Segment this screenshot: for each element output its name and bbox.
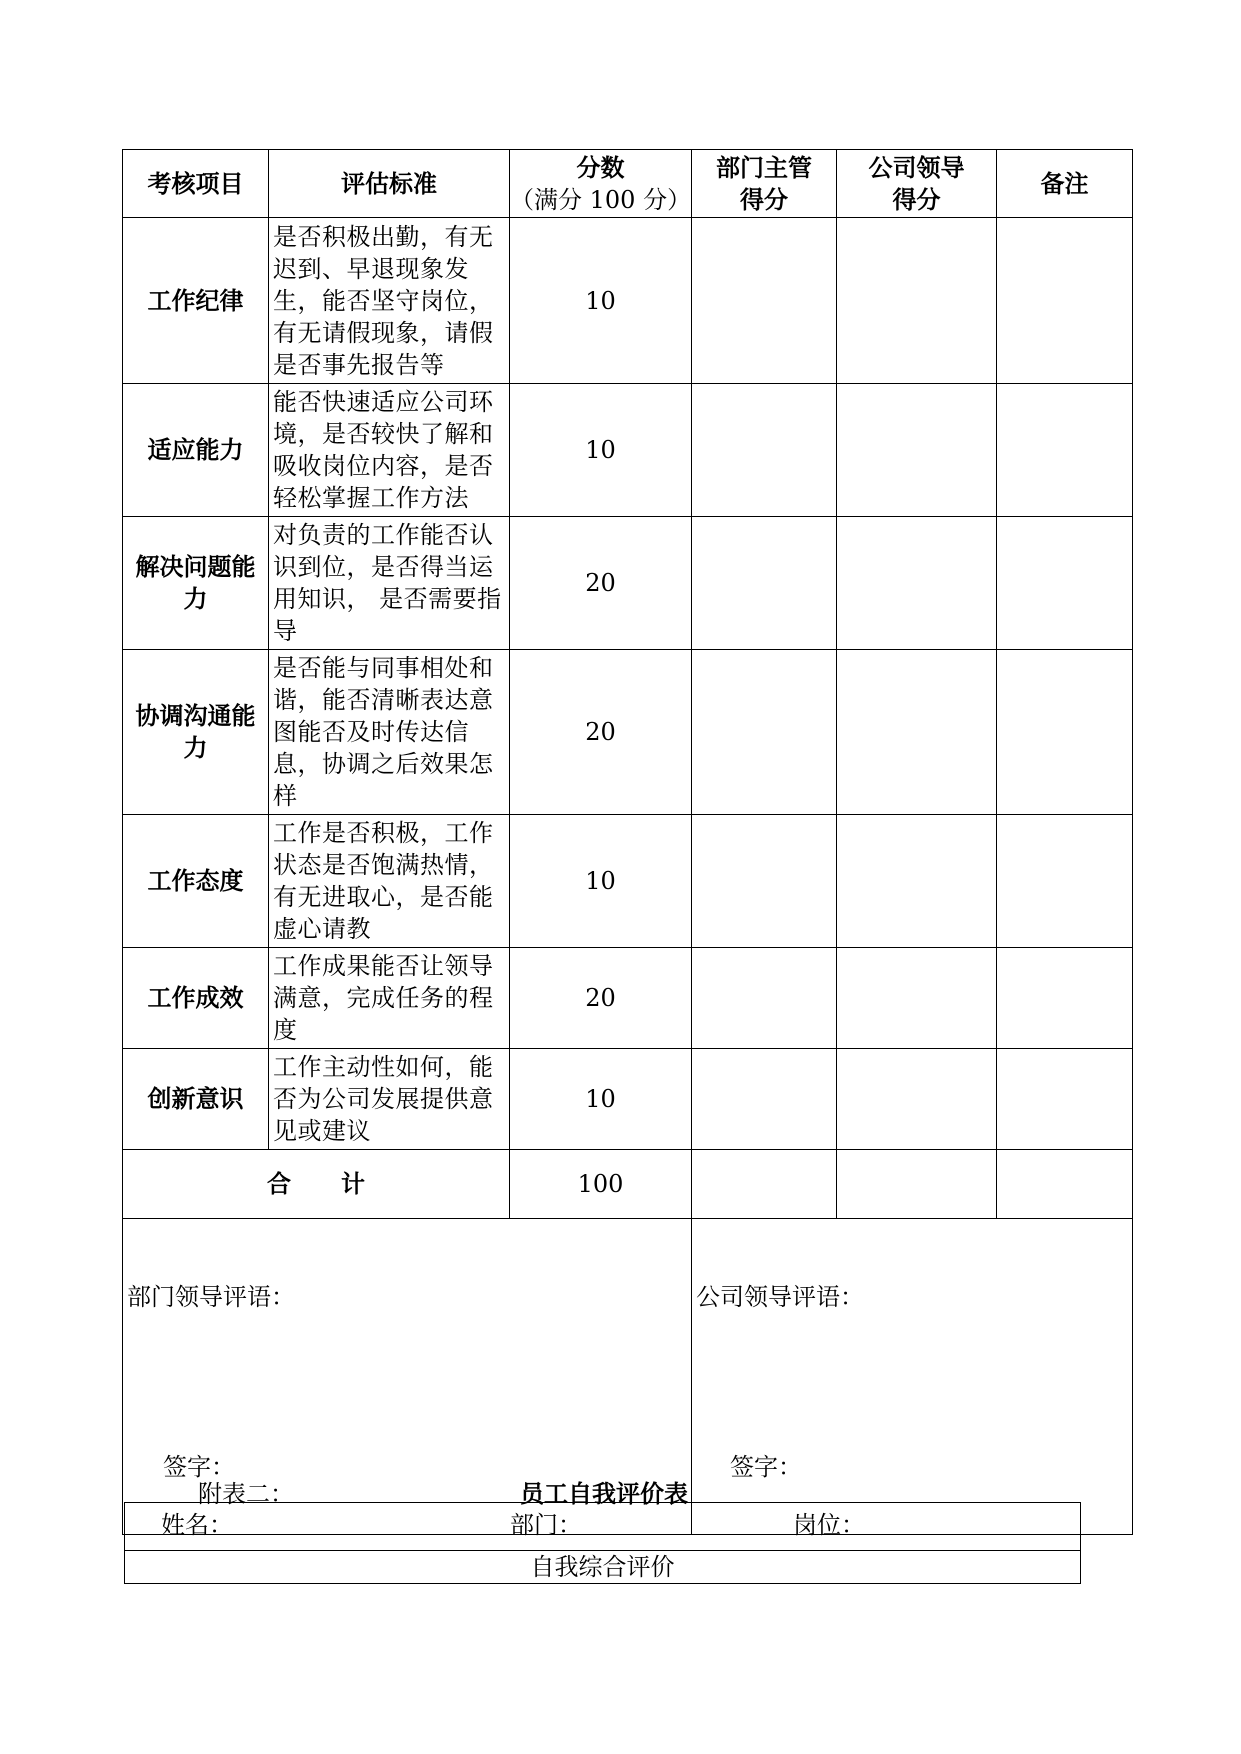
dept-score-cell[interactable]: [692, 1049, 837, 1150]
dept-sign-label: 签字：: [163, 1453, 235, 1481]
row-item: 工作成效: [123, 948, 269, 1049]
row-score: 10: [510, 815, 692, 948]
self-eval-row: [125, 1551, 1081, 1584]
row-score: 10: [510, 218, 692, 384]
row-score: 20: [510, 517, 692, 650]
appendix-title: 员工自我评价表: [520, 1480, 688, 1508]
company-comment-box[interactable]: [692, 1219, 1133, 1535]
dept-score-cell[interactable]: [692, 218, 837, 384]
header-company-line1: 公司领导: [868, 153, 965, 182]
company-score-cell[interactable]: [837, 815, 997, 948]
table-row: [123, 218, 1133, 384]
remark-cell[interactable]: [997, 218, 1133, 384]
remark-cell[interactable]: [997, 815, 1133, 948]
header-item: 考核项目: [123, 150, 269, 218]
row-item: 工作纪律: [123, 218, 269, 384]
self-eval-label: 自我综合评价: [125, 1551, 1081, 1584]
dept-label: 部门：: [510, 1511, 582, 1539]
row-item: 解决问题能 力: [123, 517, 269, 650]
dept-comment-label: 部门领导评语：: [127, 1283, 295, 1311]
remark-cell[interactable]: [997, 650, 1133, 815]
row-criteria: 工作是否积极，工作状态是否饱满热情，有无进取心，是否能虚心请教: [269, 815, 510, 948]
info-row: [125, 1503, 1081, 1551]
name-label: 姓名：: [161, 1511, 233, 1539]
company-score-cell[interactable]: [837, 1049, 997, 1150]
row-item: 协调沟通能 力: [123, 650, 269, 815]
company-comment-label: 公司领导评语：: [696, 1283, 864, 1311]
table-row: [123, 650, 1133, 815]
row-criteria: 是否能与同事相处和谐，能否清晰表达意图能否及时传达信息，协调之后效果怎样: [269, 650, 510, 815]
total-label: 合计: [123, 1150, 510, 1219]
dept-total-cell[interactable]: [692, 1150, 837, 1219]
table-row: [123, 948, 1133, 1049]
dept-score-cell[interactable]: [692, 815, 837, 948]
total-score: 100: [510, 1150, 692, 1219]
self-evaluation-table: [124, 1502, 1081, 1584]
info-cell: [125, 1503, 1081, 1551]
total-row: [123, 1150, 1133, 1219]
header-score-line1: 分数: [576, 153, 625, 182]
evaluation-table: [122, 149, 1133, 1535]
row-item: 工作态度: [123, 815, 269, 948]
header-remark: 备注: [997, 150, 1133, 218]
header-company-line2: 得分: [892, 185, 941, 214]
remark-cell[interactable]: [997, 517, 1133, 650]
table-row: [123, 815, 1133, 948]
dept-score-cell[interactable]: [692, 384, 837, 517]
header-row: [123, 150, 1133, 218]
remark-cell[interactable]: [997, 948, 1133, 1049]
dept-score-cell[interactable]: [692, 650, 837, 815]
remark-cell[interactable]: [997, 384, 1133, 517]
header-company-score: [837, 150, 997, 218]
remark-total-cell[interactable]: [997, 1150, 1133, 1219]
header-score-line2: （满分 100 分）: [510, 185, 692, 214]
company-score-cell[interactable]: [837, 948, 997, 1049]
row-criteria: 能否快速适应公司环境，是否较快了解和吸收岗位内容，是否轻松掌握工作方法: [269, 384, 510, 517]
company-score-cell[interactable]: [837, 650, 997, 815]
row-criteria: 对负责的工作能否认识到位，是否得当运用知识， 是否需要指导: [269, 517, 510, 650]
row-item: 适应能力: [123, 384, 269, 517]
remark-cell[interactable]: [997, 1049, 1133, 1150]
table-row: [123, 1049, 1133, 1150]
dept-score-cell[interactable]: [692, 948, 837, 1049]
header-score: [510, 150, 692, 218]
dept-score-cell[interactable]: [692, 517, 837, 650]
row-item: 创新意识: [123, 1049, 269, 1150]
header-dept-line2: 得分: [740, 185, 788, 214]
row-criteria: 工作主动性如何，能否为公司发展提供意见或建议: [269, 1049, 510, 1150]
header-criteria: 评估标准: [269, 150, 510, 218]
row-criteria: 是否积极出勤，有无迟到、早退现象发生，能否坚守岗位，有无请假现象，请假是否事先报告等: [269, 218, 510, 384]
row-score: 20: [510, 948, 692, 1049]
post-label: 岗位：: [793, 1511, 865, 1539]
row-score: 10: [510, 1049, 692, 1150]
table-row: [123, 517, 1133, 650]
appendix-label: 附表二：: [198, 1480, 294, 1508]
row-score: 10: [510, 384, 692, 517]
company-total-cell[interactable]: [837, 1150, 997, 1219]
row-criteria: 工作成果能否让领导满意，完成任务的程度: [269, 948, 510, 1049]
company-score-cell[interactable]: [837, 517, 997, 650]
row-score: 20: [510, 650, 692, 815]
company-score-cell[interactable]: [837, 218, 997, 384]
header-dept-score: [692, 150, 837, 218]
company-score-cell[interactable]: [837, 384, 997, 517]
header-dept-line1: 部门主管: [716, 153, 812, 182]
company-sign-label: 签字：: [730, 1453, 802, 1481]
table-row: [123, 384, 1133, 517]
